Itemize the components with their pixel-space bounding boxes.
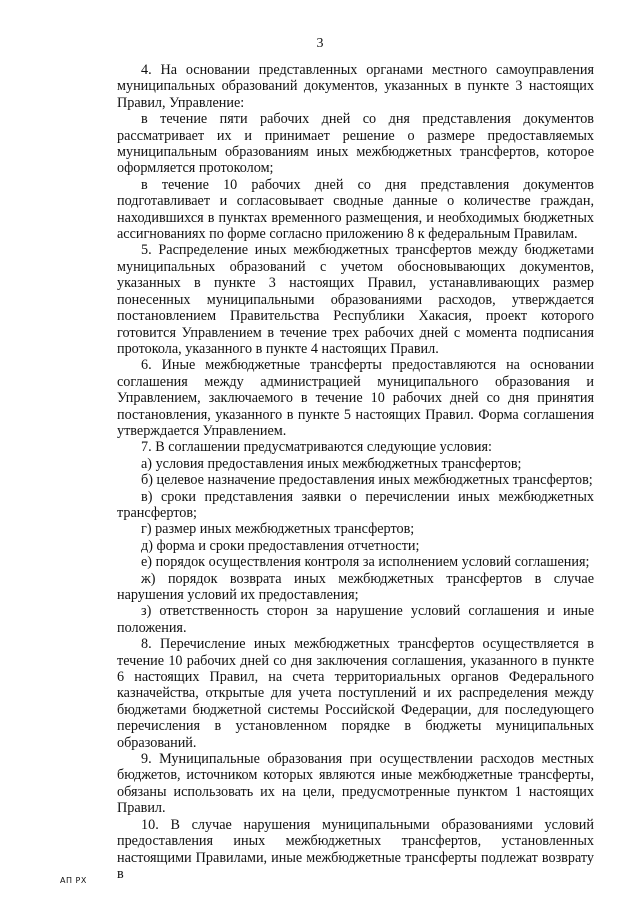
- paragraph-7: 7. В соглашении предусматриваются следующие условия:: [141, 439, 492, 456]
- footer-mark: АП РХ: [60, 876, 87, 885]
- paragraph-7-item-a: а) условия предоставления иных межбюджетных трансфертов;: [141, 455, 522, 472]
- paragraph-8: 8. Перечисление иных межбюджетных трансфертов осуществляется в течение 10 рабочих дней со дня заключения соглашения, указанного в пункте 6 настоящих Правил, на счета территориальных органов Федерального казначейства, открытые для учета поступлений и их распределения между бюджетами бюджетной системы Российской Федерации, для последующего перечисления в установленном порядке в бюджеты муниципальных образований.: [117, 636, 594, 751]
- paragraph-6: 6. Иные межбюджетные трансферты предоставляются на основании соглашения между администрацией муниципального образования и Управлением, заключаемого в течение 10 рабочих дней со дня принятия постановления, указанного в пункте 5 настоящих Правил. Форма соглашения утверждается Управлением.: [117, 357, 594, 439]
- paragraph-7-item-v: в) сроки представления заявки о перечислении иных межбюджетных трансфертов;: [117, 488, 594, 521]
- document-body: [117, 62, 594, 882]
- paragraph-9: 9. Муниципальные образования при осуществлении расходов местных бюджетов, источником которых являются иные межбюджетные трансферты, обязаны использовать их на цели, предусмотренные пунктом 1 настоящих Правил.: [117, 751, 594, 817]
- paragraph-4: 4. На основании представленных органами местного самоуправления муниципальных образований документов, указанных в пункте 3 настоящих Правил, Управление:: [117, 62, 594, 111]
- page-number: 3: [316, 36, 324, 51]
- paragraph-4-item-1: в течение пяти рабочих дней со дня представления документов рассматривает их и принимает решение о размере предоставляемых муниципальным образованиям иных межбюджетных трансфертов, которое оформляется протоколом;: [117, 111, 594, 177]
- paragraph-7-item-e: е) порядок осуществления контроля за исполнением условий соглашения;: [141, 554, 590, 571]
- paragraph-10: 10. В случае нарушения муниципальными образованиями условий предоставления иных межбюджетных трансфертов, установленных настоящими Правилами, иные межбюджетные трансферты подлежат возврату в: [117, 816, 594, 882]
- paragraph-7-item-zh: ж) порядок возврата иных межбюджетных трансфертов в случае нарушения условий их предоставления;: [117, 570, 594, 603]
- paragraph-7-item-g: г) размер иных межбюджетных трансфертов;: [141, 521, 415, 538]
- paragraph-7-item-b: б) целевое назначение предоставления иных межбюджетных трансфертов;: [141, 472, 593, 489]
- paragraph-4-item-2: в течение 10 рабочих дней со дня представления документов подготавливает и согласовывает сводные данные о количестве граждан, находившихся в пунктах временного размещения, и необходимых бюджетных ассигнованиях по форме согласно приложению 8 к федеральным Правилам.: [117, 176, 594, 243]
- paragraph-7-item-z: з) ответственность сторон за нарушение условий соглашения и иные положения.: [117, 603, 594, 636]
- paragraph-5: 5. Распределение иных межбюджетных трансфертов между бюджетами муниципальных образований с учетом обосновывающих документов, указанных в пункте 3 настоящих Правил, устанавливающих размер понесенных муниципальными образованиями расходов, утверждается постановлением Правительства Республики Хакасия, проект которого готовится Управлением в течение трех рабочих дней с момента подписания протокола, указанного в пункте 4 настоящих Правил.: [117, 242, 594, 357]
- paragraph-7-item-d: д) форма и сроки предоставления отчетности;: [141, 537, 420, 554]
